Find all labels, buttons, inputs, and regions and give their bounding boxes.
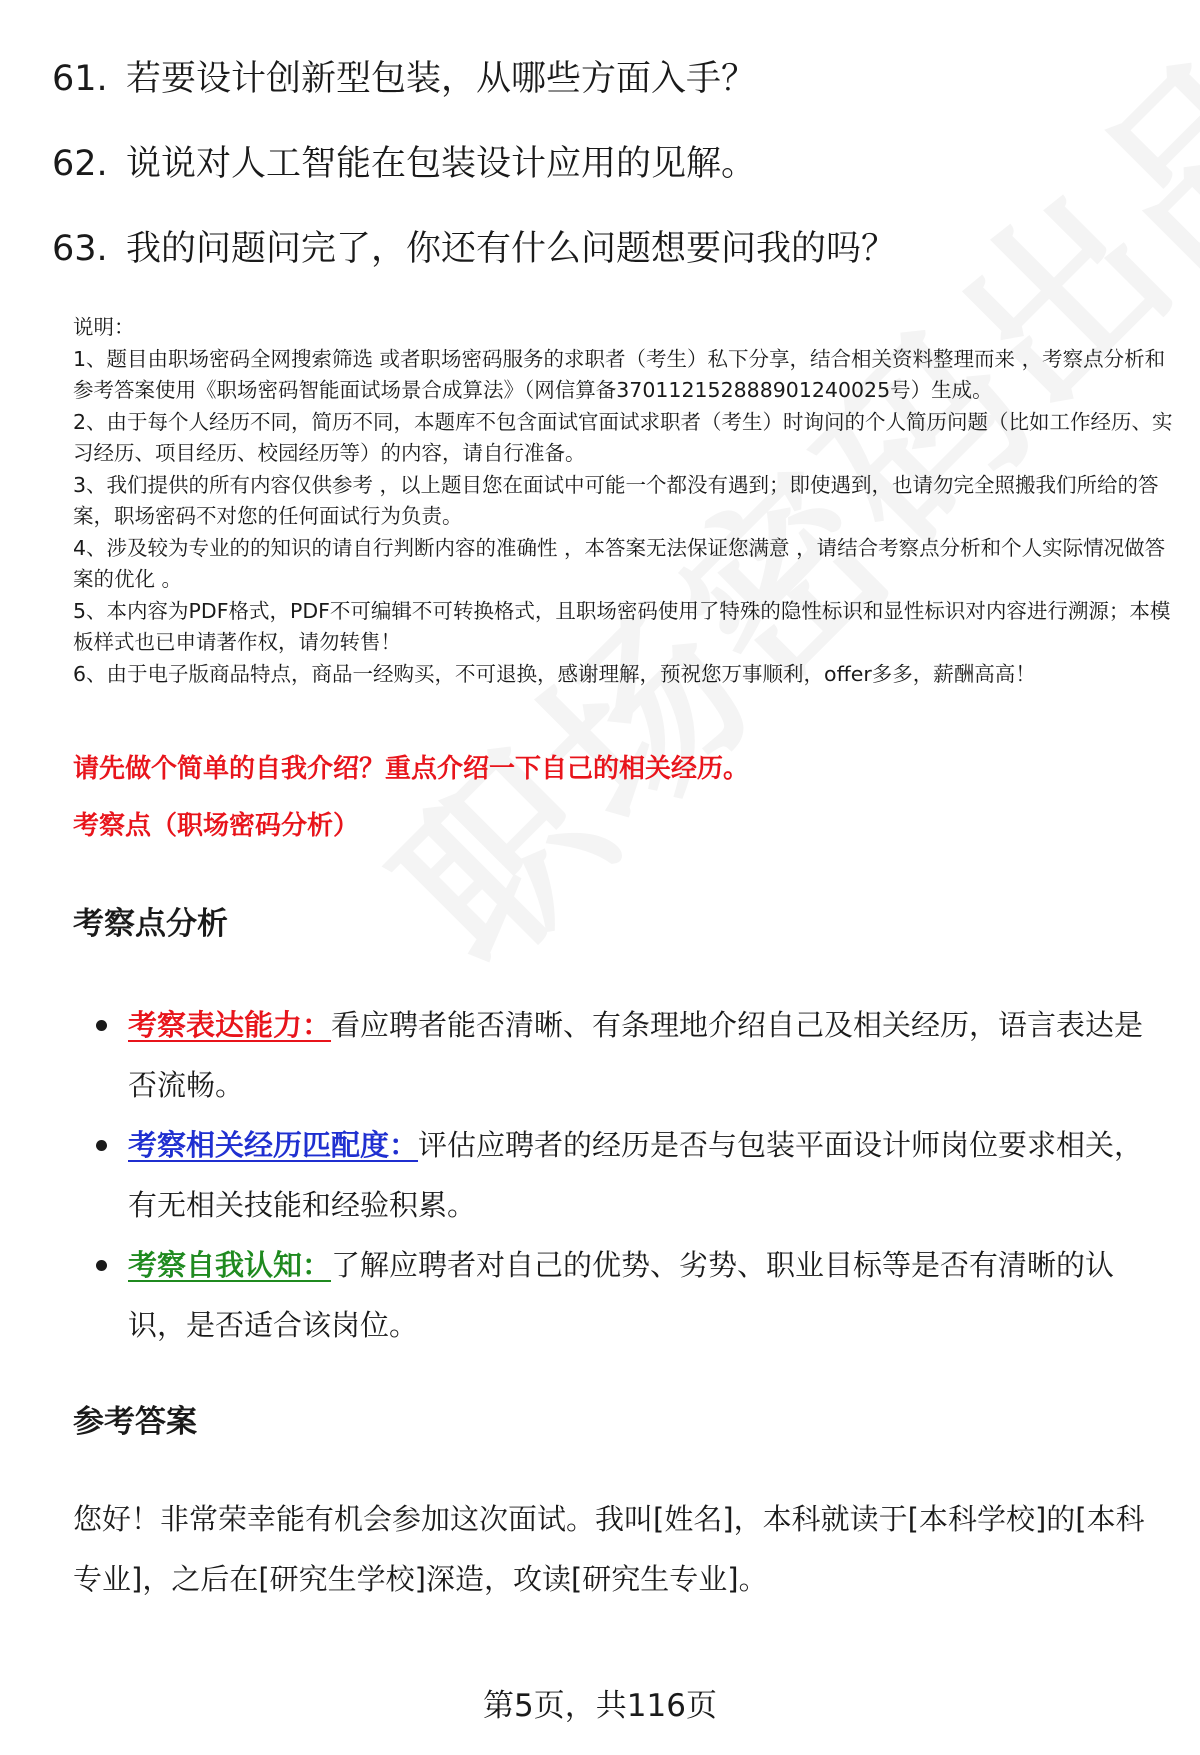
answer-text: 您好！非常荣幸能有机会参加这次面试。我叫[姓名]，本科就读于[本科学校]的[本科专业]，之后在[研究生学校]深造，攻读[研究生专业]。 [73,1502,1145,1596]
analysis-list [96,995,1156,1355]
assessment-point-label: 考察点（职场密码分析） [73,811,360,841]
note-item: 5、本内容为PDF格式，PDF不可编辑不可转换格式，且职场密码使用了特殊的隐性标识和显性标识对内容进行溯源；本模板样式也已申请著作权，请勿转售！ [73,598,1171,654]
question-text: 我的问题问完了，你还有什么问题想要问我的吗？ [126,229,897,269]
bullet-icon [96,1020,107,1031]
page-footer: 第5页，共116页 [483,1688,717,1724]
interview-question-title: 请先做个简单的自我介绍？重点介绍一下自己的相关经历。 [73,754,750,784]
analysis-item [96,995,1156,1115]
question-item [52,140,1160,188]
question-text: 若要设计创新型包装，从哪些方面入手？ [126,59,757,99]
analysis-text: 了解应聘者对自己的优势、劣势、职业目标等是否有清晰的认识，是否适合该岗位。 [128,1248,1115,1342]
notes-section [73,312,1173,690]
answer-heading: 参考答案 [73,1404,197,1440]
bullet-icon [96,1140,107,1151]
note-item: 4、涉及较为专业的的知识的请自行判断内容的准确性 ，本答案无法保证您满意 ，请结合考察点分析和个人实际情况做答案的优化 。 [73,535,1166,591]
analysis-key[interactable]: 考察相关经历匹配度： [128,1128,419,1162]
note-item: 3、我们提供的所有内容仅供参考 ，以上题目您在面试中可能一个都没有遇到；即使遇到，也请勿完全照搬我们所给的答案，职场密码不对您的任何面试行为负责。 [73,472,1159,528]
question-text: 说说对人工智能在包装设计应用的见解。 [126,144,757,184]
note-item: 6、由于电子版商品特点，商品一经购买，不可退换，感谢理解，预祝您万事顺利，offer多多，薪酬高高！ [73,661,1036,686]
analysis-item [96,1235,1156,1355]
question-number: 61. [52,59,108,99]
analysis-heading: 考察点分析 [73,906,228,942]
analysis-text: 看应聘者能否清晰、有条理地介绍自己及相关经历，语言表达是否流畅。 [128,1008,1144,1102]
analysis-key[interactable]: 考察自我认知： [128,1248,332,1282]
question-number: 62. [52,144,108,184]
question-item [52,55,1160,103]
analysis-key[interactable]: 考察表达能力： [128,1008,332,1042]
note-item: 1、题目由职场密码全网搜索筛选 或者职场密码服务的求职者（考生）私下分享，结合相关资料整理而来 ，考察点分析和参考答案使用《职场密码智能面试场景合成算法》（网信算备370112152888901240025号）生成。 [73,346,1166,402]
question-number: 63. [52,229,108,269]
note-item: 2、由于每个人经历不同，简历不同，本题库不包含面试官面试求职者（考生）时询问的个人简历问题（比如工作经历、实习经历、项目经历、校园经历等）的内容，请自行准备。 [73,409,1173,465]
analysis-item [96,1115,1156,1235]
notes-heading: 说明： [73,315,135,339]
bullet-icon [96,1260,107,1271]
question-list [52,55,1160,310]
analysis-text: 评估应聘者的经历是否与包装平面设计师岗位要求相关，有无相关技能和经验积累。 [128,1128,1144,1222]
question-item [52,225,1160,273]
